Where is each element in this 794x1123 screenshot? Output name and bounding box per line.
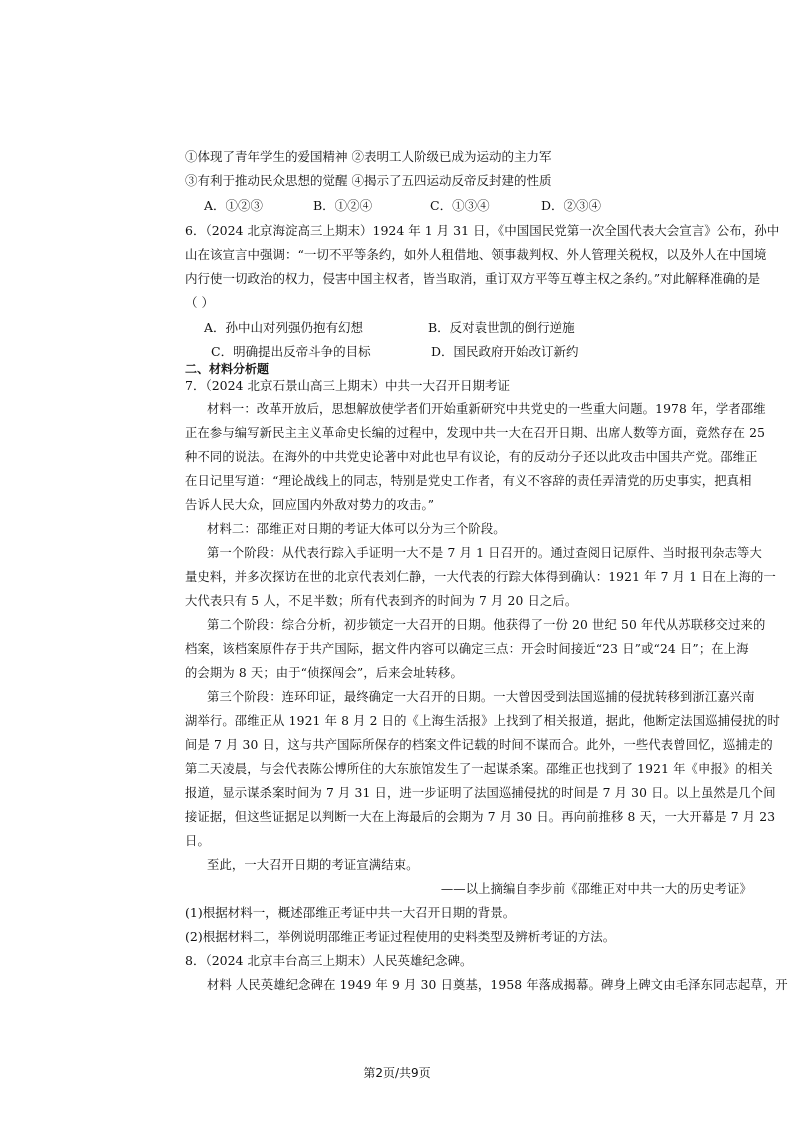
q7-stage3-line-6: 接证据，但这些证据足以判断一大在上海最后的会期为 7 月 30 日。再向前推移 8 天，一大开幕是 7 月 23	[185, 810, 776, 824]
q7-title: 7．（2024 北京石景山高三上期末）中共一大召开日期考证	[185, 378, 510, 393]
q7-conclusion: 至此，一大召开日期的考证宣满结束。	[207, 858, 419, 872]
section-title: 二、材料分析题	[185, 362, 270, 376]
q7-subquestion-1: (1)根据材料一，概述邵维正考证中共一大召开日期的背景。	[185, 905, 516, 920]
q6-option-c: C．明确提出反帝斗争的目标	[211, 344, 371, 359]
q6-stem-line-2: 山在该宣言中强调：“一切不平等条约，如外人租借地、领事裁判权、外人管理关税权，以及外人在中国境	[185, 247, 767, 262]
q7-stage1-line-1: 第一个阶段：从代表行踪入手证明一大不是 7 月 1 日召开的。通过查阅日记原件、当时报刊杂志等大	[207, 546, 762, 560]
q5-option-c: C．①③④	[430, 198, 490, 213]
q7-stage3-line-1: 第三个阶段：连环印证，最终确定一大召开的日期。一大曾因受到法国巡捕的侵扰转移到浙江嘉兴南	[207, 690, 755, 704]
q6-stem-line-4: （ ）	[185, 295, 214, 310]
q7-stage3-line-2: 湖举行。邵维正从 1921 年 8 月 2 日的《上海生活报》上找到了相关报道，据此，他断定法国巡捕侵扰的时	[185, 714, 780, 728]
q7-stage1-line-2: 量史料，并多次探访在世的北京代表刘仁静，一大代表的行踪大体得到确认：1921 年 7 月 1 日在上海的一	[185, 570, 776, 584]
q6-option-d: D．国民政府开始改订新约	[431, 344, 579, 359]
q7-subquestion-2: (2)根据材料二，举例说明邵维正考证过程使用的史料类型及辨析考证的方法。	[185, 929, 616, 944]
q7-material2-intro: 材料二：邵维正对日期的考证大体可以分为三个阶段。	[207, 522, 506, 536]
q6-stem-line-1: 6．（2024 北京海淀高三上期末）1924 年 1 月 31 日，《中国国民党第一次全国代表大会宣言》公布，孙中	[185, 223, 780, 238]
q6-stem-line-3: 内行使一切政治的权力，侵害中国主权者，皆当取消，重订双方平等互尊主权之条约。”对此解释准确的是	[185, 271, 761, 286]
q6-option-b: B．反对袁世凯的倒行逆施	[428, 320, 575, 335]
q5-statement-line-1: ①体现了青年学生的爱国精神 ②表明工人阶级已成为运动的主力军	[185, 149, 552, 164]
q8-title: 8．（2024 北京丰台高三上期末）人民英雄纪念碑。	[185, 953, 473, 968]
q7-material1-line-1: 材料一：改革开放后，思想解放使学者们开始重新研究中共党史的一些重大问题。1978 年，学者邵维	[207, 402, 766, 416]
q7-material1-line-5: 告诉人民大众，回应国内外敌对势力的攻击。”	[185, 498, 435, 512]
q7-stage3-line-3: 间是 7 月 30 日，这与共产国际所保存的档案文件记载的时间不谋而合。此外，一些代表曾回忆，巡捕走的	[185, 738, 773, 752]
q8-material: 材料 人民英雄纪念碑在 1949 年 9 月 30 日奠基，1958 年落成揭幕。碑身上碑文由毛泽东同志起草，开	[207, 978, 788, 992]
q5-option-d: D．②③④	[541, 198, 602, 213]
q6-option-a: A．孙中山对列强仍抱有幻想	[204, 320, 364, 335]
q7-stage2-line-3: 的会期为 8 天；由于“侦探闯会”，后来会址转移。	[185, 666, 463, 680]
q7-source-citation: ——以上摘编自李步前《邵维正对中共一大的历史考证》	[440, 882, 752, 896]
q7-stage3-line-7: 日。	[185, 834, 210, 848]
q7-material1-line-2: 正在参与编写新民主主义革命史长编的过程中，发现中共一大在召开日期、出席人数等方面，竟然存在 25	[185, 426, 766, 440]
q7-material1-line-3: 种不同的说法。在海外的中共党史论著中对此也早有议论，有的反动分子还以此攻击中国共产党。邵维正	[185, 450, 758, 464]
q5-option-a: A．①②③	[204, 198, 264, 213]
q5-statement-line-2: ③有利于推动民众思想的觉醒 ④揭示了五四运动反帝反封建的性质	[185, 173, 552, 188]
q7-stage2-line-2: 档案，该档案原件存于共产国际，据文件内容可以确定三点：开会时间接近“23 日”或“24 日”；在上海	[185, 642, 749, 656]
q5-option-b: B．①②④	[313, 198, 373, 213]
q7-material1-line-4: 在日记里写道：“理论战线上的同志，特别是党史工作者，有义不容辞的责任弄清党的历史事实，把真相	[185, 474, 752, 488]
q7-stage3-line-4: 第二天凌晨，与会代表陈公博所住的大东旅馆发生了一起谋杀案。邵维正也找到了 1921 年《申报》的相关	[185, 762, 773, 776]
page-number: 第2页/共9页	[363, 1066, 431, 1080]
q7-stage3-line-5: 报道，显示谋杀案时间为 7 月 31 日，进一步证明了法国巡捕侵扰的时间是 7 月 30 日。以上虽然是几个间	[185, 786, 776, 800]
q7-stage2-line-1: 第二个阶段：综合分析，初步锁定一大召开的日期。他获得了一份 20 世纪 50 年代从苏联移交过来的	[207, 618, 766, 632]
q7-stage1-line-3: 大代表只有 5 人，不足半数；所有代表到齐的时间为 7 月 20 日之后。	[185, 594, 578, 608]
